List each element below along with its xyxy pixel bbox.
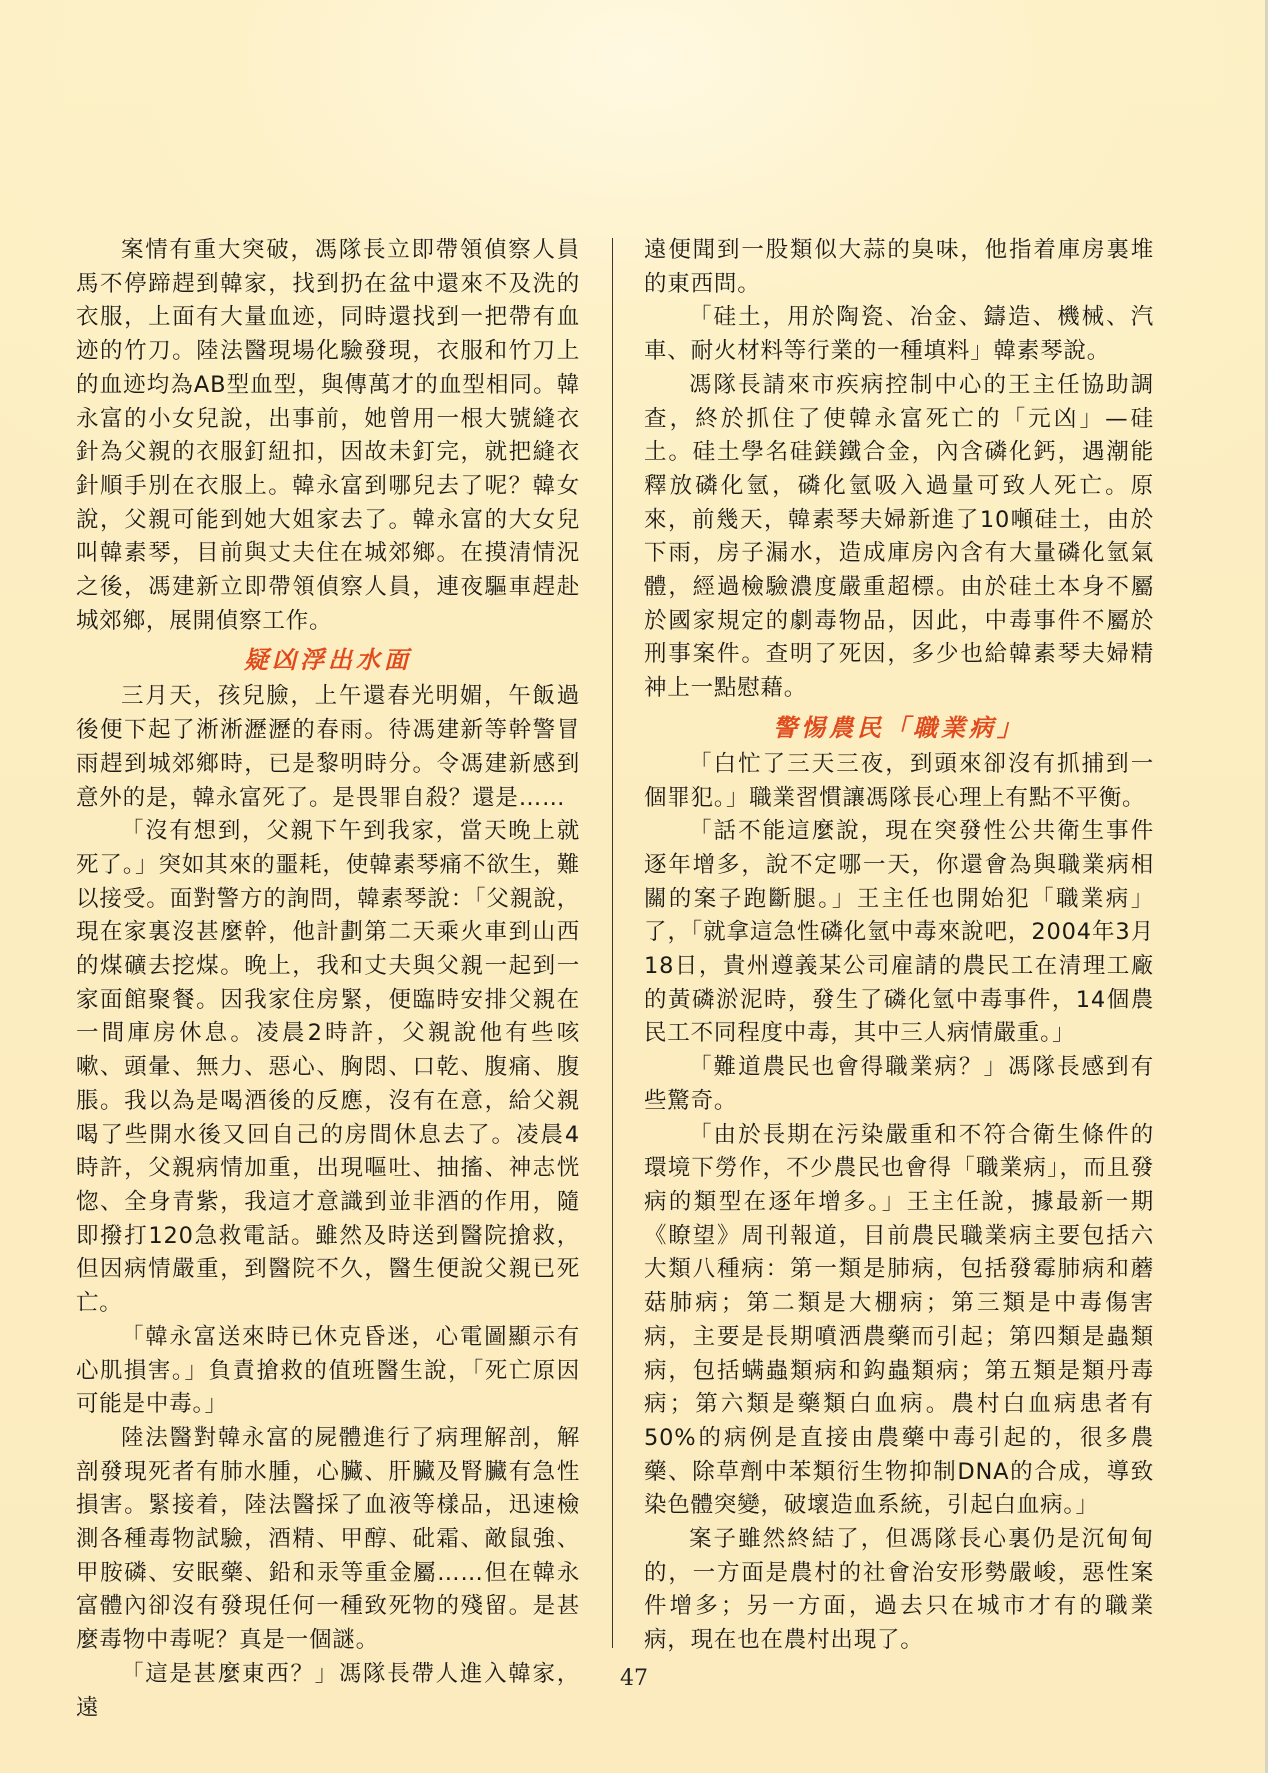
left-column bbox=[76, 234, 580, 1725]
paragraph: 案子雖然終結了，但馮隊長心裏仍是沉甸甸的，一方面是農村的社會治安形勢嚴峻，惡性案件增多；另一方面，過去只在城市才有的職業病，現在也在農村出現了。 bbox=[644, 1526, 1154, 1654]
paragraph: 「硅土，用於陶瓷、冶金、鑄造、機械、汽車、耐火材料等行業的一種填料」韓素琴說。 bbox=[644, 304, 1154, 365]
column-divider bbox=[612, 238, 613, 1648]
paragraph: 「話不能這麼說，現在突發性公共衛生事件逐年增多，說不定哪一天，你還會為與職業病相關的案子跑斷腿。」王主任也開始犯「職業病」了，「就拿這急性磷化氫中毒來說吧，2004年3月18日，貴州遵義某公司雇請的農民工在清理工廠的黃磷淤泥時，發生了磷化氫中毒事件，14個農民工不同程度中毒，其中三人病情嚴重。」 bbox=[644, 818, 1154, 1047]
section-heading-suspect: 疑凶浮出水面 bbox=[244, 645, 412, 675]
paragraph: 「這是甚麼東西？」馮隊長帶人進入韓家，遠 bbox=[76, 1660, 580, 1721]
paragraph: 「韓永富送來時已休克昏迷，心電圖顯示有心肌損害。」負責搶救的值班醫生說，「死亡原因可能是中毒。」 bbox=[76, 1323, 580, 1418]
right-column bbox=[644, 234, 1154, 1658]
section-heading-occupational: 警惕農民「職業病」 bbox=[773, 712, 1025, 742]
paragraph-continuation: 遠便聞到一股類似大蒜的臭味，他指着庫房裏堆的東西問。 bbox=[644, 237, 1154, 297]
paragraph: 「由於長期在污染嚴重和不符合衛生條件的環境下勞作，不少農民也會得「職業病」，而且發病的類型在逐年增多。」王主任說，據最新一期《瞭望》周刊報道，目前農民職業病主要包括六大類八種病：第一類是肺病，包括發霉肺病和蘑菇肺病；第二類是大棚病；第三類是中毒傷害病，主要是長期噴洒農藥而引起；第四類是蟲類病，包括螨蟲類病和鈎蟲類病；第五類是類丹毒病；第六類是藥類白血病。農村白血病患者有50%的病例是直接由農藥中毒引起的，很多農藥、除草劑中苯類衍生物抑制DNA的合成，導致染色體突變，破壞造血系統，引起白血病。」 bbox=[644, 1121, 1154, 1519]
paragraph: 案情有重大突破，馮隊長立即帶領偵察人員馬不停蹄趕到韓家，找到扔在盆中還來不及洗的衣服，上面有大量血迹，同時還找到一把帶有血迹的竹刀。陸法醫現場化驗發現，衣服和竹刀上的血迹均為AB型血型，與傳萬才的血型相同。韓永富的小女兒說，出事前，她曾用一根大號縫衣針為父親的衣服釘紐扣，因故未釘完，就把縫衣針順手別在衣服上。韓永富到哪兒去了呢？韓女說，父親可能到她大姐家去了。韓永富的大女兒叫韓素琴，目前與丈夫住在城郊鄉。在摸清情況之後，馮建新立即帶領偵察人員，連夜驅車趕赴城郊鄉，展開偵察工作。 bbox=[76, 237, 580, 634]
paragraph: 陸法醫對韓永富的屍體進行了病理解剖，解剖發現死者有肺水腫，心臟、肝臟及腎臟有急性損害。緊接着，陸法醫採了血液等樣品，迅速檢測各種毒物試驗，酒精、甲醇、砒霜、敵鼠強、甲胺磷、安眠藥、鉛和汞等重金屬……但在韓永富體內卻沒有發現任何一種致死物的殘留。是甚麼毒物中毒呢？真是一個謎。 bbox=[76, 1424, 580, 1654]
paragraph: 「白忙了三天三夜，到頭來卻沒有抓捕到一個罪犯。」職業習慣讓馮隊長心理上有點不平衡。 bbox=[644, 750, 1154, 811]
paragraph: 「沒有想到，父親下午到我家，當天晚上就死了。」突如其來的噩耗，使韓素琴痛不欲生，難以接受。面對警方的詢問，韓素琴說：「父親說，現在家裏沒甚麼幹，他計劃第二天乘火車到山西的煤礦去挖煤。晚上，我和丈夫與父親一起到一家面館聚餐。因我家住房緊，便臨時安排父親在一間庫房休息。凌晨2時許，父親說他有些咳嗽、頭暈、無力、惡心、胸悶、口乾、腹痛、腹脹。我以為是喝酒後的反應，沒有在意，給父親喝了些開水後又回自己的房間休息去了。凌晨4時許，父親病情加重，出現嘔吐、抽搐、神志恍惚、全身青紫，我這才意識到並非酒的作用，隨即撥打120急救電話。雖然及時送到醫院搶救，但因病情嚴重，到醫院不久，醫生便說父親已死亡。 bbox=[76, 818, 580, 1317]
paragraph: 三月天，孩兒臉，上午還春光明媚，午飯過後便下起了淅淅瀝瀝的春雨。待馮建新等幹警冒雨趕到城郊鄉時，已是黎明時分。令馮建新感到意外的是，韓永富死了。是畏罪自殺？還是…… bbox=[76, 683, 580, 811]
paragraph: 「難道農民也會得職業病？」馮隊長感到有些驚奇。 bbox=[644, 1054, 1154, 1114]
page-number: 47 bbox=[620, 1666, 648, 1691]
paragraph: 馮隊長請來市疾病控制中心的王主任協助調查，終於抓住了使韓永富死亡的「元凶」—硅土。硅土學名硅鎂鐵合金，內含磷化鈣，遇潮能釋放磷化氫，磷化氫吸入過量可致人死亡。原來，前幾天，韓素琴夫婦新進了10噸硅土，由於下雨，房子漏水，造成庫房內含有大量磷化氫氣體，經過檢驗濃度嚴重超標。由於硅土本身不屬於國家規定的劇毒物品，因此，中毒事件不屬於刑事案件。查明了死因，多少也給韓素琴夫婦精神上一點慰藉。 bbox=[644, 371, 1154, 702]
